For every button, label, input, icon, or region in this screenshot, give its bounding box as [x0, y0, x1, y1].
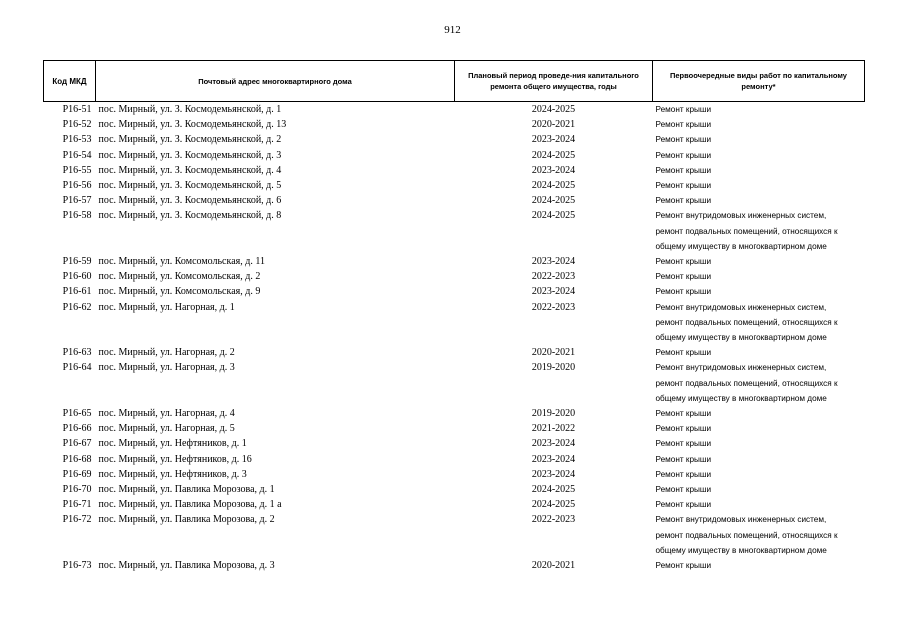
works-line: Ремонт крыши [655, 348, 712, 358]
cell-address: пос. Мирный, ул. Павлика Морозова, д. 1 [98, 484, 275, 496]
works-line: Ремонт крыши [655, 196, 712, 206]
cell-code: Р16-55 [62, 164, 92, 176]
table-row [44, 421, 865, 436]
capital-repair-table [43, 60, 865, 573]
works-line: Ремонт крыши [655, 454, 712, 464]
cell-period: 2024-2025 [531, 149, 576, 161]
cell-period: 2022-2023 [531, 514, 576, 526]
cell-period: 2023-2024 [531, 256, 576, 268]
cell-code: Р16-72 [62, 514, 92, 526]
cell-address: пос. Мирный, ул. З. Космодемьянской, д. 3 [98, 149, 282, 161]
cell-code: Р16-57 [62, 195, 92, 207]
table-row [44, 193, 865, 208]
works-line: Ремонт внутридомовых инженерных систем, [655, 211, 827, 221]
cell-period: 2023-2024 [531, 438, 576, 450]
cell-code: Р16-69 [62, 468, 92, 480]
works-line: Ремонт крыши [655, 439, 712, 449]
cell-works [653, 497, 865, 512]
cell-period: 2022-2023 [531, 301, 576, 313]
cell-period: 2020-2021 [531, 119, 576, 131]
cell-period: 2023-2024 [531, 286, 576, 298]
cell-period: 2021-2022 [531, 423, 576, 435]
cell-period: 2020-2021 [531, 560, 576, 572]
header-period: Плановый период проведе-ния капитального ремонта общего имущества, годы [455, 61, 653, 102]
cell-works [653, 193, 865, 208]
works-line: Ремонт крыши [655, 424, 712, 434]
cell-address: пос. Мирный, ул. Нагорная, д. 5 [98, 423, 235, 435]
works-line: ремонт подвальных помещений, относящихся к [655, 378, 838, 388]
cell-code: Р16-70 [62, 484, 92, 496]
works-line: Ремонт внутридомовых инженерных систем, [655, 515, 827, 525]
works-line: ремонт подвальных помещений, относящихся к [655, 226, 838, 236]
cell-works [653, 269, 865, 284]
cell-period: 2019-2020 [531, 362, 576, 374]
table-row [44, 467, 865, 482]
table-row [44, 300, 865, 346]
works-line: Ремонт крыши [655, 469, 712, 479]
table-row [44, 178, 865, 193]
table-row [44, 345, 865, 360]
cell-code: Р16-59 [62, 256, 92, 268]
cell-works [653, 512, 865, 558]
cell-period: 2023-2024 [531, 164, 576, 176]
works-line: Ремонт крыши [655, 272, 712, 282]
table-header [44, 61, 865, 102]
cell-address: пос. Мирный, ул. Нагорная, д. 4 [98, 408, 235, 420]
cell-code: Р16-51 [62, 104, 92, 115]
works-line: Ремонт крыши [655, 409, 712, 419]
works-line: Ремонт крыши [655, 165, 712, 175]
table-row [44, 148, 865, 163]
cell-address: пос. Мирный, ул. Комсомольская, д. 9 [98, 286, 261, 298]
cell-address: пос. Мирный, ул. Павлика Морозова, д. 1 а [98, 499, 282, 511]
cell-address: пос. Мирный, ул. Нефтяников, д. 16 [98, 453, 252, 465]
works-line: Ремонт крыши [655, 150, 712, 160]
cell-period: 2024-2025 [531, 180, 576, 192]
table-row [44, 452, 865, 467]
works-line: Ремонт крыши [655, 120, 712, 130]
cell-works [653, 345, 865, 360]
cell-code: Р16-68 [62, 453, 92, 465]
cell-period: 2022-2023 [531, 271, 576, 283]
cell-address: пос. Мирный, ул. Нефтяников, д. 3 [98, 468, 247, 480]
table-row [44, 132, 865, 147]
cell-address: пос. Мирный, ул. З. Космодемьянской, д. 1 [98, 104, 282, 115]
cell-code: Р16-60 [62, 271, 92, 283]
cell-works [653, 117, 865, 132]
page-number: 912 [444, 24, 461, 36]
cell-address: пос. Мирный, ул. Нагорная, д. 2 [98, 347, 235, 359]
works-line: общему имуществу в многоквартирном доме [655, 545, 827, 555]
cell-works [653, 360, 865, 406]
table-row [44, 269, 865, 284]
works-line: Ремонт крыши [655, 135, 712, 145]
cell-works [653, 467, 865, 482]
cell-address: пос. Мирный, ул. Нефтяников, д. 1 [98, 438, 247, 450]
cell-works [653, 148, 865, 163]
works-line: общему имуществу в многоквартирном доме [655, 393, 827, 403]
cell-address: пос. Мирный, ул. Павлика Морозова, д. 3 [98, 560, 275, 572]
cell-address: пос. Мирный, ул. Павлика Морозова, д. 2 [98, 514, 275, 526]
table-row [44, 102, 865, 118]
works-line: ремонт подвальных помещений, относящихся к [655, 317, 838, 327]
works-line: Ремонт крыши [655, 105, 712, 114]
cell-works [653, 102, 865, 118]
cell-code: Р16-54 [62, 149, 92, 161]
cell-code: Р16-52 [62, 119, 92, 131]
works-line: общему имуществу в многоквартирном доме [655, 241, 827, 251]
header-works: Первоочередные виды работ по капитальному ремонту* [653, 61, 865, 102]
cell-address: пос. Мирный, ул. З. Космодемьянской, д. 5 [98, 180, 282, 192]
cell-address: пос. Мирный, ул. З. Космодемьянской, д. 6 [98, 195, 282, 207]
table-row [44, 482, 865, 497]
works-line: Ремонт крыши [655, 257, 712, 267]
cell-address: пос. Мирный, ул. З. Космодемьянской, д. 2 [98, 134, 282, 146]
cell-code: Р16-63 [62, 347, 92, 359]
cell-period: 2024-2025 [531, 499, 576, 511]
cell-code: Р16-56 [62, 180, 92, 192]
works-line: Ремонт крыши [655, 287, 712, 297]
works-line: общему имуществу в многоквартирном доме [655, 333, 827, 343]
works-line: Ремонт крыши [655, 561, 712, 571]
table-row [44, 406, 865, 421]
cell-works [653, 208, 865, 254]
cell-address: пос. Мирный, ул. З. Космодемьянской, д. 4 [98, 164, 282, 176]
cell-works [653, 436, 865, 451]
works-line: Ремонт крыши [655, 181, 712, 191]
table-row [44, 360, 865, 406]
table-row [44, 512, 865, 558]
works-line: Ремонт внутридомовых инженерных систем, [655, 302, 827, 312]
works-line: Ремонт крыши [655, 485, 712, 495]
cell-address: пос. Мирный, ул. Нагорная, д. 3 [98, 362, 235, 374]
cell-works [653, 300, 865, 346]
cell-works [653, 558, 865, 573]
cell-period: 2023-2024 [531, 453, 576, 465]
cell-works [653, 163, 865, 178]
cell-works [653, 254, 865, 269]
cell-period: 2019-2020 [531, 408, 576, 420]
cell-code: Р16-61 [62, 286, 92, 298]
cell-period: 2024-2025 [531, 195, 576, 207]
table-row [44, 497, 865, 512]
cell-address: пос. Мирный, ул. Комсомольская, д. 2 [98, 271, 261, 283]
cell-code: Р16-71 [62, 499, 92, 511]
table-row [44, 117, 865, 132]
header-code: Код МКД [44, 61, 96, 102]
header-address: Почтовый адрес многоквартирного дома [96, 61, 455, 102]
table-row [44, 254, 865, 269]
cell-works [653, 421, 865, 436]
cell-period: 2024-2025 [531, 484, 576, 496]
table-row [44, 163, 865, 178]
cell-period: 2024-2025 [531, 104, 576, 115]
table-row [44, 208, 865, 254]
cell-works [653, 178, 865, 193]
table-row [44, 284, 865, 299]
cell-code: Р16-66 [62, 423, 92, 435]
cell-code: Р16-53 [62, 134, 92, 146]
cell-code: Р16-67 [62, 438, 92, 450]
table-row [44, 558, 865, 573]
cell-period: 2024-2025 [531, 210, 576, 222]
cell-address: пос. Мирный, ул. Нагорная, д. 1 [98, 301, 235, 313]
cell-works [653, 132, 865, 147]
cell-works [653, 452, 865, 467]
works-line: Ремонт внутридомовых инженерных систем, [655, 363, 827, 373]
works-line: Ремонт крыши [655, 500, 712, 510]
works-line: ремонт подвальных помещений, относящихся к [655, 530, 838, 540]
cell-address: пос. Мирный, ул. З. Космодемьянской, д. 8 [98, 210, 282, 222]
cell-works [653, 406, 865, 421]
cell-code: Р16-73 [62, 560, 92, 572]
cell-code: Р16-62 [62, 301, 92, 313]
cell-code: Р16-64 [62, 362, 92, 374]
table-row [44, 436, 865, 451]
cell-period: 2023-2024 [531, 468, 576, 480]
cell-address: пос. Мирный, ул. З. Космодемьянской, д. 13 [98, 119, 287, 131]
cell-address: пос. Мирный, ул. Комсомольская, д. 11 [98, 256, 265, 268]
cell-period: 2020-2021 [531, 347, 576, 359]
cell-period: 2023-2024 [531, 134, 576, 146]
table-body [44, 102, 865, 574]
cell-works [653, 482, 865, 497]
cell-code: Р16-58 [62, 210, 92, 222]
cell-code: Р16-65 [62, 408, 92, 420]
cell-works [653, 284, 865, 299]
